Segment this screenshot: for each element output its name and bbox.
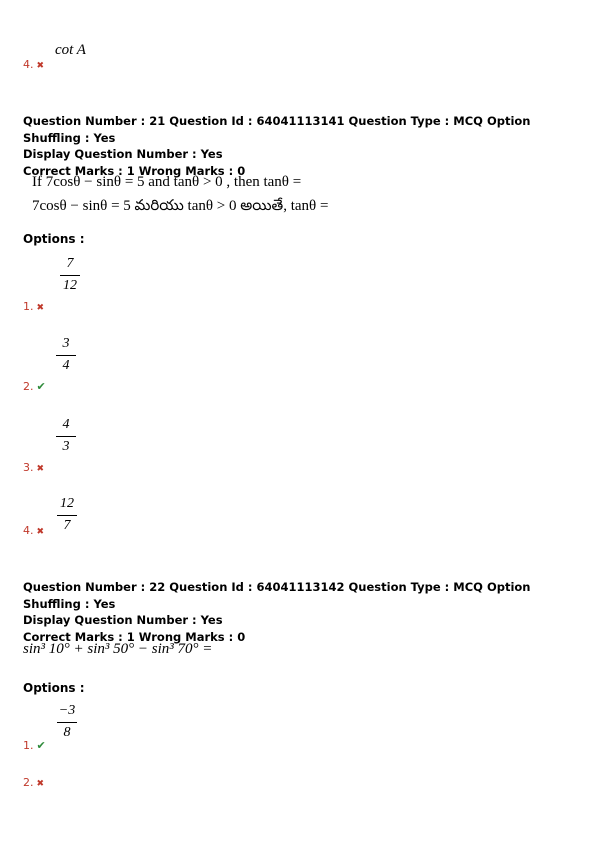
q21-option-1-fraction bbox=[58, 256, 82, 294]
cross-icon: ✖ bbox=[36, 61, 45, 71]
denominator: 12 bbox=[63, 278, 77, 293]
fraction-bar bbox=[60, 275, 80, 276]
q22-question: sin³ 10° + sin³ 50° − sin³ 70° = bbox=[23, 641, 213, 657]
denominator: 3 bbox=[62, 439, 70, 454]
numerator: 7 bbox=[66, 256, 74, 271]
denominator: 8 bbox=[63, 725, 71, 740]
prev-option-4-text: cot A bbox=[55, 42, 86, 58]
fraction-bar bbox=[56, 436, 76, 437]
q21-option-2-marker bbox=[23, 375, 46, 394]
option-number: 1. bbox=[23, 739, 34, 752]
q21-header-line2: Display Question Number : Yes bbox=[23, 147, 223, 161]
q21-option-3-fraction bbox=[54, 417, 78, 455]
option-number: 4. bbox=[23, 524, 34, 537]
fraction-bar bbox=[57, 722, 77, 723]
option-number: 4. bbox=[23, 58, 34, 71]
q22-header-line3: Correct Marks : 1 Wrong Marks : 0 bbox=[23, 629, 246, 644]
q21-option-1-marker bbox=[23, 295, 44, 314]
prev-option-4 bbox=[23, 53, 44, 72]
q21-option-3-marker bbox=[23, 456, 44, 475]
option-number: 1. bbox=[23, 300, 34, 313]
q21-header-line3: Correct Marks : 1 Wrong Marks : 0 bbox=[23, 163, 246, 178]
cross-icon: ✖ bbox=[36, 527, 45, 537]
q22-option-1-marker bbox=[23, 734, 46, 753]
denominator: 4 bbox=[62, 358, 70, 373]
q21-question-te: 7cosθ − sinθ = 5 మరియు tanθ > 0 అయితే, tanθ = bbox=[32, 198, 329, 214]
q22-header-line2: Display Question Number : Yes bbox=[23, 613, 223, 627]
q21-option-4-marker bbox=[23, 519, 44, 538]
check-icon: ✔ bbox=[36, 380, 46, 393]
numerator: 3 bbox=[62, 336, 70, 351]
q22-option-1-fraction bbox=[55, 703, 79, 741]
q22-option-2-marker bbox=[23, 771, 44, 790]
check-icon: ✔ bbox=[36, 739, 46, 752]
fraction-bar bbox=[56, 355, 76, 356]
denominator: 7 bbox=[63, 518, 71, 533]
q22-header bbox=[23, 579, 583, 645]
option-number: 3. bbox=[23, 461, 34, 474]
numerator: 4 bbox=[62, 417, 70, 432]
numerator: −3 bbox=[58, 703, 76, 718]
numerator: 12 bbox=[60, 496, 74, 511]
q21-question-en: If 7cosθ − sinθ = 5 and tanθ > 0 , then tanθ = bbox=[32, 174, 302, 190]
cross-icon: ✖ bbox=[36, 779, 45, 789]
option-number: 2. bbox=[23, 380, 34, 393]
cross-icon: ✖ bbox=[36, 303, 45, 313]
option-number: 2. bbox=[23, 776, 34, 789]
cross-icon: ✖ bbox=[36, 464, 45, 474]
q21-options-label: Options : bbox=[23, 232, 85, 246]
q22-header-line1: Question Number : 22 Question Id : 64041113142 Question Type : MCQ Option Shuffling : Yes bbox=[23, 580, 531, 611]
fraction-bar bbox=[57, 515, 77, 516]
q21-header-line1: Question Number : 21 Question Id : 64041113141 Question Type : MCQ Option Shuffling : Yes bbox=[23, 114, 531, 145]
q21-header bbox=[23, 113, 583, 179]
q21-option-4-fraction bbox=[55, 496, 79, 534]
q22-options-label: Options : bbox=[23, 681, 85, 695]
q21-option-2-fraction bbox=[54, 336, 78, 374]
